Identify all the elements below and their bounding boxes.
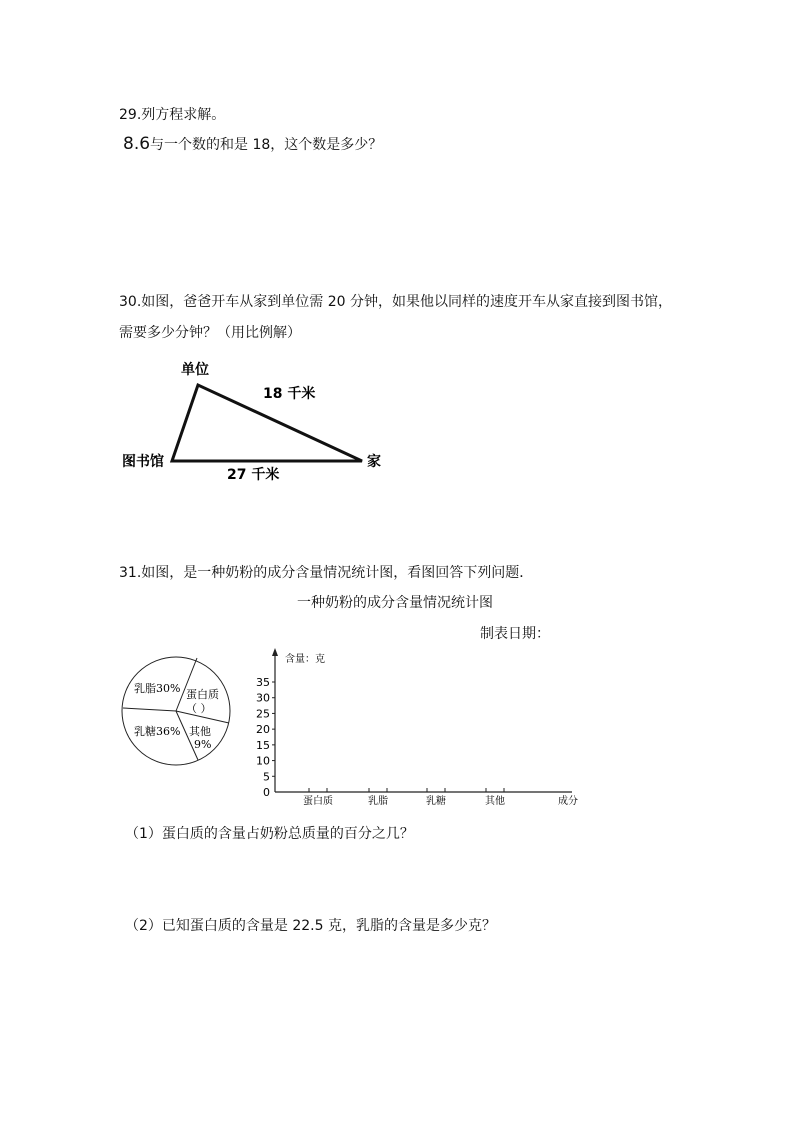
edge-top-label: 18 千米 bbox=[263, 386, 316, 402]
chart-title: 一种奶粉的成分含量情况统计图 bbox=[297, 595, 493, 611]
y-ticks bbox=[256, 676, 275, 799]
date-label: 制表日期： bbox=[480, 626, 550, 642]
y-tick-label: 0 bbox=[263, 786, 270, 799]
q29-title: 29.列方程求解。 bbox=[119, 107, 226, 123]
y-tick-label: 10 bbox=[256, 754, 270, 768]
pie-chart bbox=[122, 657, 230, 765]
pie-label-rufat: 乳脂30% bbox=[134, 682, 181, 695]
y-tick-label: 35 bbox=[256, 676, 270, 689]
y-tick-label: 20 bbox=[256, 723, 270, 737]
y-axis-arrow bbox=[272, 648, 278, 656]
x-axis-label: 成分 bbox=[558, 796, 578, 807]
label-right: 家 bbox=[367, 454, 381, 470]
label-left: 图书馆 bbox=[122, 454, 164, 470]
q29-number: 8.6 bbox=[123, 134, 151, 154]
y-tick-label: 5 bbox=[263, 770, 270, 784]
pie-divider-2 bbox=[123, 708, 176, 711]
q30-line1: 30.如图，爸爸开车从家到单位需 20 分钟，如果他以同样的速度开车从家直接到图书馆， bbox=[119, 294, 672, 310]
x-categories bbox=[303, 788, 505, 807]
y-tick-label: 25 bbox=[256, 707, 270, 721]
q31-title: 31.如图，是一种奶粉的成分含量情况统计图，看图回答下列问题． bbox=[119, 565, 534, 581]
edge-bottom-label: 27 千米 bbox=[227, 467, 280, 483]
q31-sub1: （1）蛋白质的含量占奶粉总质量的百分之几？ bbox=[125, 826, 414, 842]
q29-text: 与一个数的和是 18，这个数是多少？ bbox=[150, 137, 383, 153]
y-tick-label: 15 bbox=[256, 738, 270, 752]
pie-label-other: 其他 bbox=[189, 725, 211, 738]
q30-line2: 需要多少分钟？（用比例解） bbox=[119, 325, 301, 341]
x-category-label: 蛋白质 bbox=[303, 796, 333, 807]
y-axis-label: 含量：克 bbox=[285, 654, 325, 665]
x-category-label: 乳糖 bbox=[426, 796, 446, 807]
x-category-label: 乳脂 bbox=[368, 796, 388, 807]
pie-label-protein-blank: （ ） bbox=[186, 702, 212, 715]
label-top: 单位 bbox=[181, 362, 209, 378]
pie-label-lactose: 乳糖36% bbox=[134, 725, 181, 738]
pie-label-other-pct: 9% bbox=[194, 738, 212, 751]
x-category-label: 其他 bbox=[485, 796, 505, 807]
q31-sub2: （2）已知蛋白质的含量是 22.5 克，乳脂的含量是多少克？ bbox=[125, 918, 496, 934]
pie-label-protein: 蛋白质 bbox=[186, 688, 219, 701]
y-tick-label: 30 bbox=[256, 691, 270, 705]
bar-chart bbox=[256, 648, 578, 807]
